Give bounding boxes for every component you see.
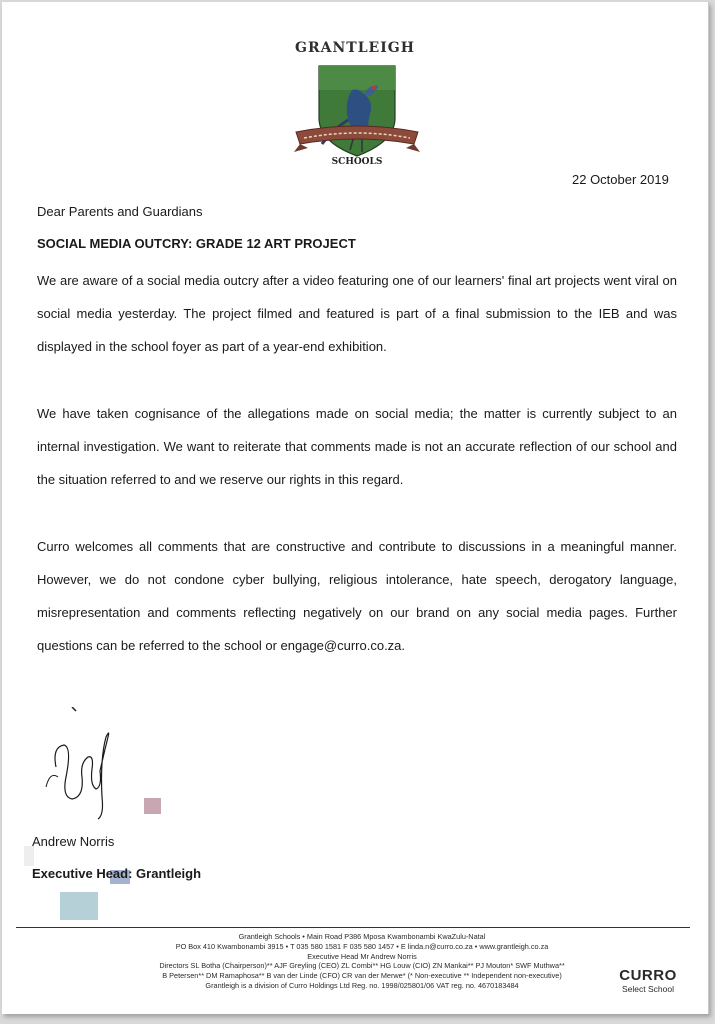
scan-smudge-pink — [144, 798, 161, 814]
scan-smudge-teal — [60, 892, 98, 920]
crest-banner-text: SCHOOLS — [331, 157, 383, 167]
paragraph-3: Curro welcomes all comments that are constructive and contribute to discussions in a meaningful manner. However, we do not condone cyber bullying, religious intolerance, hate speech, derogatory language, misrepresentation and comments reflecting negatively on our brand on any social media pages. Further questions can be referred to the school or engage@curro.co.za. — [37, 539, 677, 653]
footer-line-6: Grantleigh is a division of Curro Holdings Ltd Reg. no. 1998/025801/06 VAT reg. no. 4670183484 — [205, 980, 519, 990]
paragraph-2: We have taken cognisance of the allegations made on social media; the matter is currently subject to an internal investigation. We want to reiterate that comments made is not an accurate reflection of our school and the situation referred to and we reserve our rights in this regard. — [37, 406, 677, 487]
letter-date: 22 October 2019 — [572, 172, 669, 187]
curro-logo — [608, 968, 688, 994]
signer-title: Executive Head: Grantleigh — [32, 866, 202, 881]
letter-subject: SOCIAL MEDIA OUTCRY: GRADE 12 ART PROJECT — [37, 236, 356, 251]
letter-page — [2, 2, 709, 1014]
handwritten-signature — [42, 707, 132, 827]
footer-divider — [16, 927, 690, 928]
footer-line-2: PO Box 410 Kwambonambi 3915 • T 035 580 1581 F 035 580 1457 • E linda.n@curro.co.za • www.grantleigh.co.za — [175, 941, 549, 951]
scan-smudge-grey — [24, 846, 34, 866]
footer-line-3: Executive Head Mr Andrew Norris — [307, 951, 417, 961]
school-crest-logo — [292, 60, 422, 168]
curro-brand: CURRO — [619, 967, 677, 984]
footer-line-5: B Petersen** DM Ramaphosa** B van der Linde (CFO) CR van der Merwe* (* Non-executive ** Independent non-executive) — [162, 971, 562, 981]
footer-details — [102, 932, 622, 991]
footer-line-4: Directors SL Botha (Chairperson)** AJF Greyling (CEO) ZL Combi** HG Louw (CIO) ZN Mankai** PJ Mouton* SWF Muthwa** — [159, 961, 565, 971]
footer-line-1: Grantleigh Schools • Main Road P386 Mposa Kwambonambi KwaZulu-Natal — [238, 932, 486, 941]
salutation: Dear Parents and Guardians — [37, 204, 203, 219]
paragraph-1: We are aware of a social media outcry after a video featuring one of our learners' final art projects went viral on social media yesterday. The project filmed and featured is part of a final submission to the IEB and was displayed in the school foyer as part of a year-end exhibition. — [37, 273, 677, 354]
signer-name: Andrew Norris — [32, 834, 115, 849]
school-name: GRANTLEIGH — [295, 40, 415, 56]
curro-tagline: Select School — [622, 984, 674, 994]
